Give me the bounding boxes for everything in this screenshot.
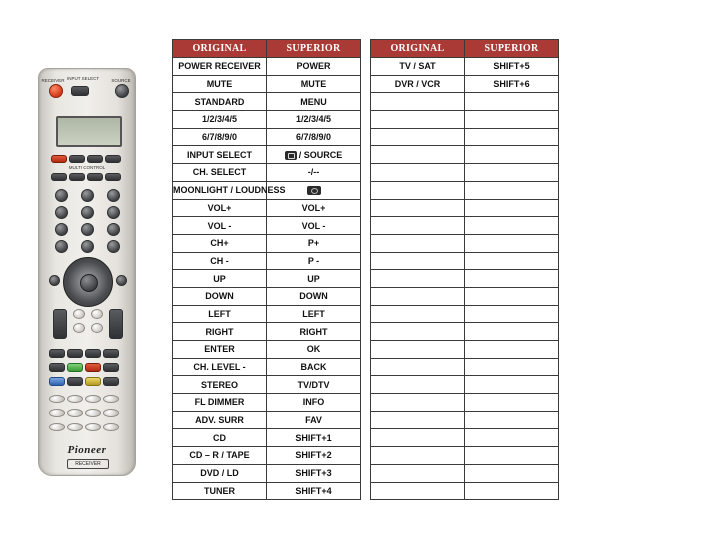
- number-button[interactable]: [81, 206, 94, 219]
- table-row: [371, 252, 559, 270]
- table-row: [371, 75, 559, 93]
- column-header-superior: SUPERIOR: [267, 40, 361, 58]
- table-row: [173, 217, 361, 235]
- original-cell: CH. SELECT: [173, 164, 267, 182]
- original-cell: TV / SAT: [371, 58, 465, 76]
- mapping-table-left: [172, 39, 361, 500]
- direction-pad[interactable]: [63, 257, 113, 307]
- mapping-table-right-body: [371, 58, 559, 500]
- yellow-button[interactable]: [85, 377, 101, 386]
- table-header-row: [371, 40, 559, 58]
- setting-button[interactable]: [49, 409, 65, 417]
- superior-cell: SHIFT+6: [465, 75, 559, 93]
- superior-cell: [465, 305, 559, 323]
- original-cell: [371, 411, 465, 429]
- superior-cell: SHIFT+1: [267, 429, 361, 447]
- number-button[interactable]: [107, 206, 120, 219]
- receiver-model-tag: RECEIVER: [67, 459, 109, 469]
- transport-button[interactable]: [103, 349, 119, 358]
- input-button[interactable]: [69, 173, 85, 181]
- table-row: [173, 234, 361, 252]
- superior-cell: [465, 146, 559, 164]
- original-cell: [371, 323, 465, 341]
- original-cell: [371, 234, 465, 252]
- original-cell: 1/2/3/4/5: [173, 111, 267, 129]
- transport-button[interactable]: [67, 349, 83, 358]
- table-row: [173, 287, 361, 305]
- power-button[interactable]: [49, 84, 63, 98]
- original-cell: [371, 482, 465, 500]
- table-row: [173, 93, 361, 111]
- superior-cell: SHIFT+4: [267, 482, 361, 500]
- table-row: [371, 305, 559, 323]
- tv-control-button[interactable]: [91, 309, 103, 319]
- transport-button[interactable]: [67, 377, 83, 386]
- superior-cell: BACK: [267, 358, 361, 376]
- original-cell: [371, 164, 465, 182]
- superior-cell: P+: [267, 234, 361, 252]
- original-cell: DOWN: [173, 287, 267, 305]
- table-row: [371, 93, 559, 111]
- original-cell: [371, 358, 465, 376]
- original-cell: POWER RECEIVER: [173, 58, 267, 76]
- tv-control-button[interactable]: [73, 309, 85, 319]
- number-button[interactable]: [107, 189, 120, 202]
- tv-control-button[interactable]: [73, 323, 85, 333]
- table-row: [173, 394, 361, 412]
- original-cell: [371, 128, 465, 146]
- original-cell: [371, 93, 465, 111]
- table-row: [173, 358, 361, 376]
- table-row: [173, 341, 361, 359]
- original-cell: [371, 287, 465, 305]
- transport-button[interactable]: [49, 349, 65, 358]
- table-row: [173, 111, 361, 129]
- table-row: [371, 287, 559, 305]
- superior-cell: [267, 146, 361, 164]
- lcd-display: [56, 116, 122, 147]
- side-button[interactable]: [49, 275, 60, 286]
- input-button[interactable]: [105, 173, 121, 181]
- input-button[interactable]: [51, 173, 67, 181]
- superior-cell: [465, 199, 559, 217]
- superior-cell: [465, 411, 559, 429]
- original-cell: STANDARD: [173, 93, 267, 111]
- enter-button[interactable]: [80, 274, 98, 292]
- original-cell: CH. LEVEL -: [173, 358, 267, 376]
- superior-cell: DOWN: [267, 287, 361, 305]
- number-button[interactable]: [55, 189, 68, 202]
- original-cell: VOL+: [173, 199, 267, 217]
- table-row: [371, 429, 559, 447]
- table-row: [371, 111, 559, 129]
- superior-cell: [465, 93, 559, 111]
- original-cell: MUTE: [173, 75, 267, 93]
- table-row: [173, 181, 361, 199]
- table-row: [371, 270, 559, 288]
- original-cell: ENTER: [173, 341, 267, 359]
- table-header-row: [173, 40, 361, 58]
- table-row: [371, 199, 559, 217]
- table-row: [371, 482, 559, 500]
- setting-button[interactable]: [103, 423, 119, 431]
- original-cell: LEFT: [173, 305, 267, 323]
- superior-cell: 1/2/3/4/5: [267, 111, 361, 129]
- original-cell: [371, 464, 465, 482]
- original-cell: VOL -: [173, 217, 267, 235]
- table-row: [173, 464, 361, 482]
- table-row: [173, 447, 361, 465]
- red-button[interactable]: [85, 363, 101, 372]
- table-row: [371, 181, 559, 199]
- superior-cell: UP: [267, 270, 361, 288]
- superior-cell: SHIFT+3: [267, 464, 361, 482]
- source-button[interactable]: [115, 84, 129, 98]
- table-row: [371, 217, 559, 235]
- setting-button[interactable]: [103, 395, 119, 403]
- function-button[interactable]: [69, 155, 85, 163]
- superior-cell: POWER: [267, 58, 361, 76]
- setting-button[interactable]: [85, 409, 101, 417]
- table-row: [371, 411, 559, 429]
- column-header-superior: SUPERIOR: [465, 40, 559, 58]
- superior-cell: VOL+: [267, 199, 361, 217]
- column-header-original: ORIGINAL: [173, 40, 267, 58]
- superior-cell: [465, 164, 559, 182]
- table-row: [173, 429, 361, 447]
- superior-cell: [465, 482, 559, 500]
- original-cell: DVD / LD: [173, 464, 267, 482]
- transport-button[interactable]: [103, 363, 119, 372]
- input-select-label: INPUT SELECT: [67, 76, 100, 81]
- side-button[interactable]: [116, 275, 127, 286]
- table-row: [371, 376, 559, 394]
- setting-button[interactable]: [103, 409, 119, 417]
- superior-cell: [465, 287, 559, 305]
- original-cell: [371, 199, 465, 217]
- number-button[interactable]: [55, 240, 68, 253]
- superior-cell: [465, 394, 559, 412]
- setting-button[interactable]: [67, 423, 83, 431]
- channel-rocker[interactable]: [109, 309, 123, 339]
- original-cell: [371, 181, 465, 199]
- original-cell: STEREO: [173, 376, 267, 394]
- table-row: [173, 146, 361, 164]
- number-button[interactable]: [81, 223, 94, 236]
- table-row: [173, 252, 361, 270]
- original-cell: [371, 429, 465, 447]
- original-cell: MOONLIGHT / LOUDNESS: [173, 181, 267, 199]
- original-cell: [371, 341, 465, 359]
- superior-cell: [465, 323, 559, 341]
- superior-cell: RIGHT: [267, 323, 361, 341]
- original-cell: INPUT SELECT: [173, 146, 267, 164]
- superior-cell: [465, 270, 559, 288]
- input-button[interactable]: [87, 173, 103, 181]
- superior-cell: SHIFT+2: [267, 447, 361, 465]
- function-button[interactable]: [87, 155, 103, 163]
- input-select-button[interactable]: [71, 86, 89, 96]
- mapping-table-right: [370, 39, 559, 500]
- number-button[interactable]: [55, 206, 68, 219]
- superior-cell: [465, 429, 559, 447]
- table-row: [371, 358, 559, 376]
- superior-cell: [465, 217, 559, 235]
- superior-cell: TV/DTV: [267, 376, 361, 394]
- table-row: [173, 376, 361, 394]
- number-button[interactable]: [107, 223, 120, 236]
- table-row: [173, 323, 361, 341]
- transport-button[interactable]: [103, 377, 119, 386]
- original-cell: CH -: [173, 252, 267, 270]
- transport-button[interactable]: [85, 349, 101, 358]
- superior-cell: MUTE: [267, 75, 361, 93]
- original-cell: [371, 252, 465, 270]
- original-cell: CH+: [173, 234, 267, 252]
- superior-cell: INFO: [267, 394, 361, 412]
- setting-button[interactable]: [85, 395, 101, 403]
- number-button[interactable]: [81, 240, 94, 253]
- original-cell: [371, 305, 465, 323]
- table-row: [173, 482, 361, 500]
- source-label: SOURCE: [111, 78, 131, 83]
- function-button[interactable]: [51, 155, 67, 163]
- superior-cell: [465, 128, 559, 146]
- original-cell: UP: [173, 270, 267, 288]
- superior-cell: [465, 447, 559, 465]
- table-row: [371, 58, 559, 76]
- remote-control-image: [38, 68, 136, 476]
- table-row: [173, 270, 361, 288]
- table-row: [173, 164, 361, 182]
- input-source-icon: [285, 151, 297, 160]
- table-row: [371, 164, 559, 182]
- superior-cell: [465, 464, 559, 482]
- table-row: [371, 323, 559, 341]
- superior-cell: [465, 111, 559, 129]
- setting-button[interactable]: [85, 423, 101, 431]
- table-row: [371, 341, 559, 359]
- superior-cell: [465, 358, 559, 376]
- superior-cell: [465, 341, 559, 359]
- superior-cell: VOL -: [267, 217, 361, 235]
- superior-cell: SHIFT+5: [465, 58, 559, 76]
- original-cell: [371, 111, 465, 129]
- monitor-icon: [307, 186, 321, 195]
- original-cell: FL DIMMER: [173, 394, 267, 412]
- superior-cell: -/--: [267, 164, 361, 182]
- original-cell: [371, 394, 465, 412]
- superior-cell: FAV: [267, 411, 361, 429]
- volume-rocker[interactable]: [53, 309, 67, 339]
- superior-cell: P -: [267, 252, 361, 270]
- superior-cell: LEFT: [267, 305, 361, 323]
- original-cell: CD – R / TAPE: [173, 447, 267, 465]
- table-row: [371, 447, 559, 465]
- superior-cell: [465, 234, 559, 252]
- receiver-label: RECEIVER: [41, 78, 65, 83]
- table-row: [173, 305, 361, 323]
- setting-button[interactable]: [67, 409, 83, 417]
- original-cell: TUNER: [173, 482, 267, 500]
- original-cell: [371, 376, 465, 394]
- original-cell: RIGHT: [173, 323, 267, 341]
- setting-button[interactable]: [49, 395, 65, 403]
- setting-button[interactable]: [67, 395, 83, 403]
- superior-cell: [465, 252, 559, 270]
- table-row: [371, 234, 559, 252]
- superior-cell: [465, 376, 559, 394]
- table-row: [173, 411, 361, 429]
- table-row: [371, 146, 559, 164]
- original-cell: [371, 270, 465, 288]
- original-cell: ADV. SURR: [173, 411, 267, 429]
- superior-cell-text: / SOURCE: [298, 149, 343, 160]
- transport-button[interactable]: [49, 363, 65, 372]
- multi-control-label: MULTI CONTROL: [68, 165, 106, 170]
- table-row: [173, 58, 361, 76]
- superior-cell: OK: [267, 341, 361, 359]
- original-cell: [371, 447, 465, 465]
- superior-cell: [465, 181, 559, 199]
- table-row: [173, 128, 361, 146]
- original-cell: CD: [173, 429, 267, 447]
- superior-cell: MENU: [267, 93, 361, 111]
- table-row: [371, 128, 559, 146]
- superior-cell: 6/7/8/9/0: [267, 128, 361, 146]
- original-cell: 6/7/8/9/0: [173, 128, 267, 146]
- number-button[interactable]: [81, 189, 94, 202]
- column-header-original: ORIGINAL: [371, 40, 465, 58]
- original-cell: DVR / VCR: [371, 75, 465, 93]
- table-row: [371, 464, 559, 482]
- number-button[interactable]: [107, 240, 120, 253]
- original-cell: [371, 146, 465, 164]
- green-button[interactable]: [67, 363, 83, 372]
- table-row: [173, 75, 361, 93]
- table-row: [371, 394, 559, 412]
- pioneer-logo: Pioneer: [67, 444, 107, 456]
- table-row: [173, 199, 361, 217]
- tv-control-button[interactable]: [91, 323, 103, 333]
- number-button[interactable]: [55, 223, 68, 236]
- function-button[interactable]: [105, 155, 121, 163]
- setting-button[interactable]: [49, 423, 65, 431]
- blue-button[interactable]: [49, 377, 65, 386]
- original-cell: [371, 217, 465, 235]
